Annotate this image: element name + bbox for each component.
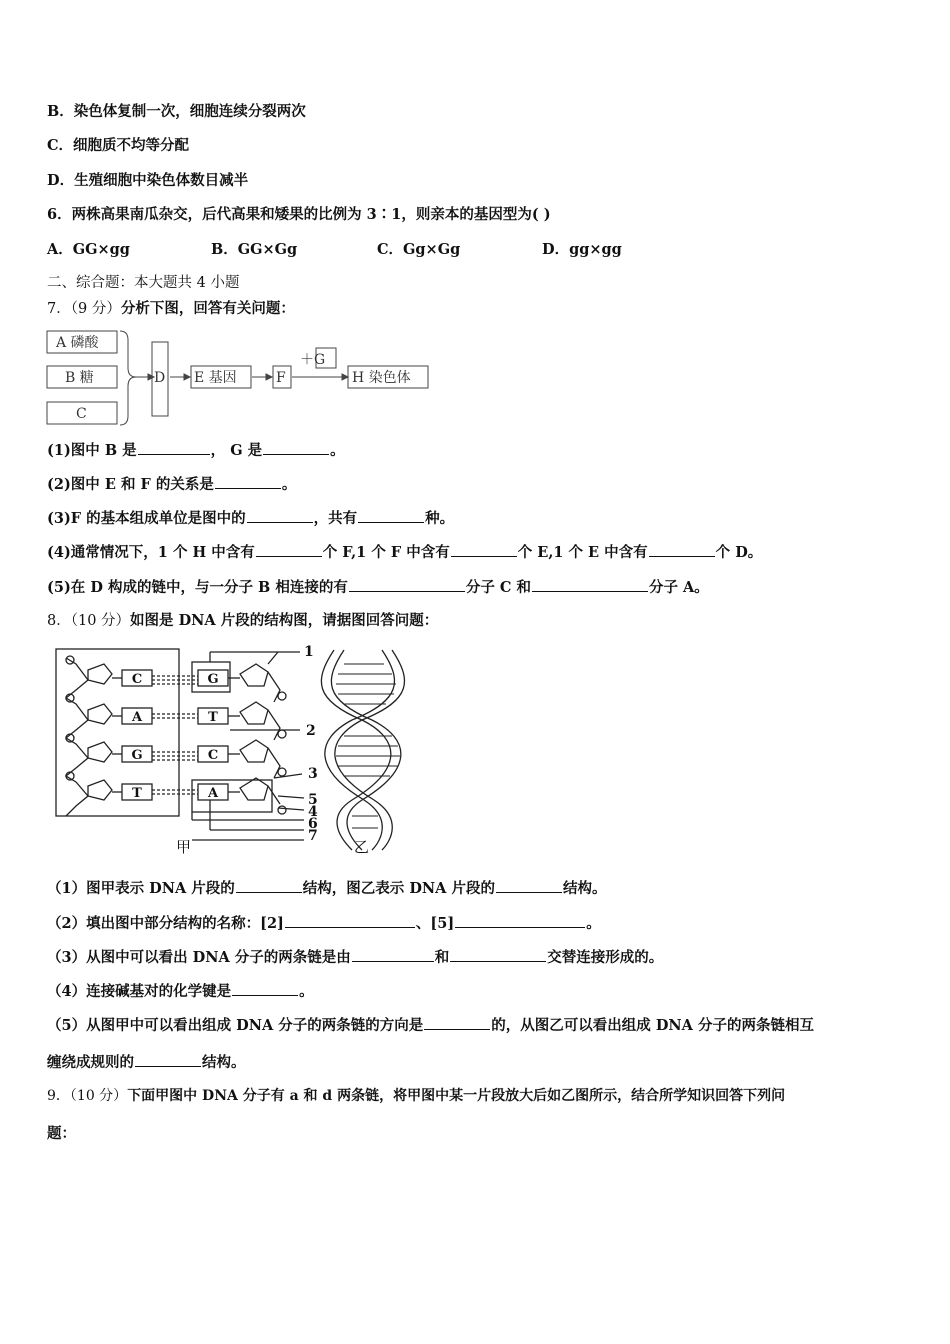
answer-blank[interactable] [358,508,424,523]
q8-sub2: （2）填出图中部分结构的名称：[2] 、[5] 。 [47,915,601,932]
answer-blank[interactable] [285,913,415,928]
label-b: B 糖 [65,370,94,386]
answer-blank[interactable] [352,947,434,962]
label-c: C [76,406,87,422]
answer-blank[interactable] [450,947,546,962]
q6-option-c: C．Gg×Gg [377,241,461,258]
answer-blank[interactable] [138,440,210,455]
answer-blank[interactable] [451,542,517,557]
label-h: H 染色体 [352,370,411,386]
label-yi: 乙 [354,838,370,856]
label-d: D [154,370,166,386]
base-right-3: C [207,748,219,763]
q8-sub3: （3）从图中可以看出 DNA 分子的两条链是由 和 交替连接形成的。 [47,949,664,966]
label-2: 2 [306,723,316,739]
answer-blank[interactable] [236,878,302,893]
base-left-2: A [131,710,143,725]
answer-blank[interactable] [649,542,715,557]
question-8-title: 8．（10 分）如图是 DNA 片段的结构图，请据图回答问题： [47,612,439,629]
answer-blank[interactable] [532,577,648,592]
base-left-4: T [132,786,142,801]
q7-sub4: (4)通常情况下，1 个 H 中含有 个 F,1 个 F 中含有 个 E,1 个 E 中含有 个 D。 [47,544,763,561]
label-a: A 磷酸 [56,335,99,351]
label-5: 5 [308,792,318,808]
base-right-4: A [207,786,219,801]
label-3: 3 [308,766,318,782]
answer-blank[interactable] [135,1052,201,1067]
q8-sub4: （4）连接碱基对的化学键是 。 [47,983,314,1000]
answer-blank[interactable] [455,913,585,928]
label-jia: 甲 [176,838,192,856]
question-9-title: 9．（10 分）下面甲图中 DNA 分子有 a 和 d 两条链，将甲图中某一片段放大后如乙图所示，结合所学知识回答下列问 [47,1088,786,1104]
q7-sub5: (5)在 D 构成的链中，与一分子 B 相连接的有 分子 C 和 分子 A。 [47,579,709,596]
answer-blank[interactable] [424,1015,490,1030]
q7-diagram [44,328,444,430]
q8-dna-diagram [52,640,422,856]
label-f: F [276,370,286,386]
q6-option-b: B．GG×Gg [211,241,298,258]
option-d: D．生殖细胞中染色体数目减半 [47,172,249,189]
section-heading: 二、综合题：本大题共 4 小题 [47,275,240,291]
q6-option-d: D．gg×gg [542,241,622,258]
question-9-title-cont: 题： [47,1125,76,1142]
label-g: ＋G [300,352,326,368]
question-7-title: 7．（9 分）分析下图，回答有关问题： [47,300,295,317]
answer-blank[interactable] [247,508,313,523]
q6-option-a: A．GG×gg [47,241,130,258]
q8-sub5-cont: 缠绕成规则的 结构。 [47,1054,246,1071]
base-left-1: C [131,672,143,687]
question-6: 6．两株高果南瓜杂交，后代高果和矮果的比例为 3∶1，则亲本的基因型为( ) [47,206,551,223]
q7-sub1: (1)图中 B 是 ， G 是 。 [47,442,345,459]
option-b: B．染色体复制一次，细胞连续分裂两次 [47,103,306,120]
answer-blank[interactable] [263,440,329,455]
answer-blank[interactable] [256,542,322,557]
label-4: 4 [308,804,318,820]
q7-sub3: (3)F 的基本组成单位是图中的 ，共有 种。 [47,510,455,527]
label-1: 1 [304,644,314,660]
base-right-2: T [208,710,218,725]
option-c: C．细胞质不均等分配 [47,137,190,154]
q7-sub2: (2)图中 E 和 F 的关系是 。 [47,476,297,493]
answer-blank[interactable] [232,981,298,996]
label-e: E 基因 [194,370,237,386]
q8-sub1: （1）图甲表示 DNA 片段的 结构，图乙表示 DNA 片段的 结构。 [47,880,607,897]
base-left-3: G [131,748,143,763]
label-7: 7 [308,828,318,844]
label-6: 6 [308,816,318,832]
answer-blank[interactable] [496,878,562,893]
answer-blank[interactable] [349,577,465,592]
answer-blank[interactable] [215,474,281,489]
q8-sub5: （5）从图甲中可以看出组成 DNA 分子的两条链的方向是 的，从图乙可以看出组成 DNA 分子的两条链相互 [47,1017,814,1034]
base-right-1: G [207,672,219,687]
